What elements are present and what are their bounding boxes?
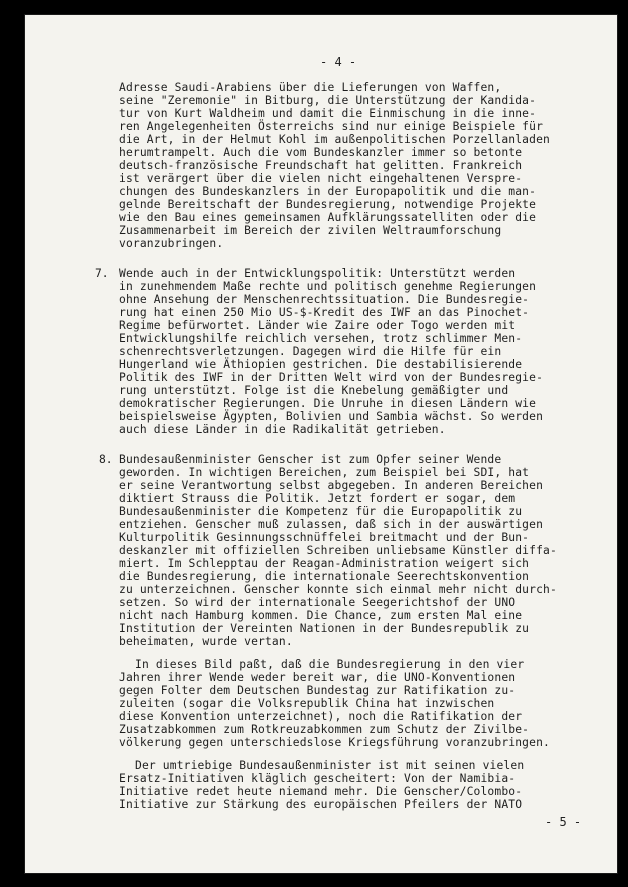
page-number-footer: - 5 - [545,815,582,829]
section-number: 8. [99,453,113,466]
text-line: Kulturpolitik Gesinnungsschnüffelei breitmacht und der Bun- [119,531,530,544]
text-line: Ersatz-Initiativen kläglich gescheitert: Von der Namibia- [119,772,516,785]
text-line: voranzubringen. [119,237,224,250]
text-line: ohne Ansehung der Menschenrechtssituation. Die Bundesregie- [119,293,530,306]
page-number-header: - 4 - [320,55,357,69]
text-line: er seine Verantwortung selbst abgegeben. In anderen Bereichen [119,479,544,492]
text-line: In dieses Bild paßt, daß die Bundesregierung in den vier [135,658,525,671]
text-line: rung hat einen 250 Mio US-$-Kredit des IWF an das Pinochet- [119,306,530,319]
text-line: deskanzler mit offiziellen Schreiben unliebsame Künstler diffa- [119,544,557,557]
text-line: Initiative redet heute niemand mehr. Die Genscher/Colombo- [119,785,523,798]
text-line: geworden. In wichtigen Bereichen, zum Beispiel bei SDI, hat [119,466,530,479]
text-line: nicht nach Hamburg kommen. Die Chance, zum ersten Mal eine [119,609,523,622]
text-line: zu unterzeichnen. Genscher konnte sich einmal mehr nicht durch- [119,583,557,596]
text-line: Zusatzabkommen zum Rotkreuzabkommen zum Schutz der Zivilbe- [119,723,530,736]
text-line: Entwicklungshilfe reichlich versehen, trotz schlimmer Men- [119,332,523,345]
text-line: ist verärgert über die vielen nicht eingehaltenen Verspre- [119,172,523,185]
text-line: Der umtriebige Bundesaußenminister ist mit seinen vielen [135,759,525,772]
text-line: entziehen. Genscher muß zulassen, daß sich in der auswärtigen [119,518,544,531]
text-line: Wende auch in der Entwicklungspolitik: Unterstützt werden [119,267,516,280]
text-line: in zunehmendem Maße rechte und politisch genehme Regierungen [119,280,537,293]
text-line: Institution der Vereinten Nationen in der Bundesrepublik zu [119,622,530,635]
text-line: Initiative zur Stärkung des europäischen Pfeilers der NATO [119,798,523,811]
text-line: rung unterstützt. Folge ist die Knebelung gemäßigter und [119,384,509,397]
text-line: beispielsweise Ägypten, Bolivien und Sambia wächst. So werden [119,410,544,423]
text-line: wie den Bau eines gemeinsamen Aufklärungssatelliten oder die [119,211,537,224]
text-line: schenrechtsverletzungen. Dagegen wird die Hilfe für ein [119,345,502,358]
text-line: beheimaten, wurde vertan. [119,635,293,648]
text-line: die Art, in der Helmut Kohl im außenpolitischen Porzellanladen [119,133,550,146]
text-line: miert. Im Schlepptau der Reagan-Administration weigert sich [119,557,530,570]
text-line: herumtrampelt. Auch die vom Bundeskanzler immer so betonte [119,146,523,159]
text-line: Adresse Saudi-Arabiens über die Lieferungen von Waffen, [119,81,502,94]
text-line: Bundesaußenminister die Kompetenz für die Europapolitik zu [119,505,523,518]
text-line: zuleiten (sogar die Volksrepublik China hat inzwischen [119,697,495,710]
text-line: gelnde Bereitschaft der Bundesregierung, notwendige Projekte [119,198,537,211]
text-line: deutsch-französische Freundschaft hat gelitten. Frankreich [119,159,523,172]
text-line: diese Konvention unterzeichnet), noch die Ratifikation der [119,710,523,723]
text-line: setzen. So wird der internationale Seegerichtshof der UNO [119,596,516,609]
text-line: diktiert Strauss die Politik. Jetzt fordert er sogar, dem [119,492,516,505]
text-line: Hungerland wie Äthiopien gestrichen. Die destabilisierende [119,358,523,371]
text-line: ren Angelegenheiten Österreichs sind nur einige Beispiele für [119,120,544,133]
text-line: völkerung gegen unterschiedslose Kriegsführung voranzubringen. [119,736,550,749]
text-line: die Bundesregierung, die internationale Seerechtskonvention [119,570,530,583]
text-line: gegen Folter dem Deutschen Bundestag zur Ratifikation zu- [119,684,516,697]
text-line: Bundesaußenminister Genscher ist zum Opfer seiner Wende [119,453,502,466]
text-line: tur von Kurt Waldheim und damit die Einmischung in die inne- [119,107,537,120]
text-line: Regime befürwortet. Länder wie Zaire oder Togo werden mit [119,319,516,332]
text-line: auch diese Länder in die Radikalität getrieben. [119,423,446,436]
text-line: demokratischer Regierungen. Die Unruhe in diesen Ländern wie [119,397,537,410]
text-line: Zusammenarbeit im Bereich der zivilen Weltraumforschung [119,224,502,237]
text-line: chungen des Bundeskanzlers in der Europapolitik und die man- [119,185,537,198]
document-page [24,14,618,874]
text-line: seine "Zeremonie" in Bitburg, die Unterstützung der Kandida- [119,94,537,107]
text-line: Jahren ihrer Wende weder bereit war, die UNO-Konventionen [119,671,516,684]
text-line: Politik des IWF in der Dritten Welt wird von der Bundesregie- [119,371,544,384]
section-number: 7. [95,267,109,280]
